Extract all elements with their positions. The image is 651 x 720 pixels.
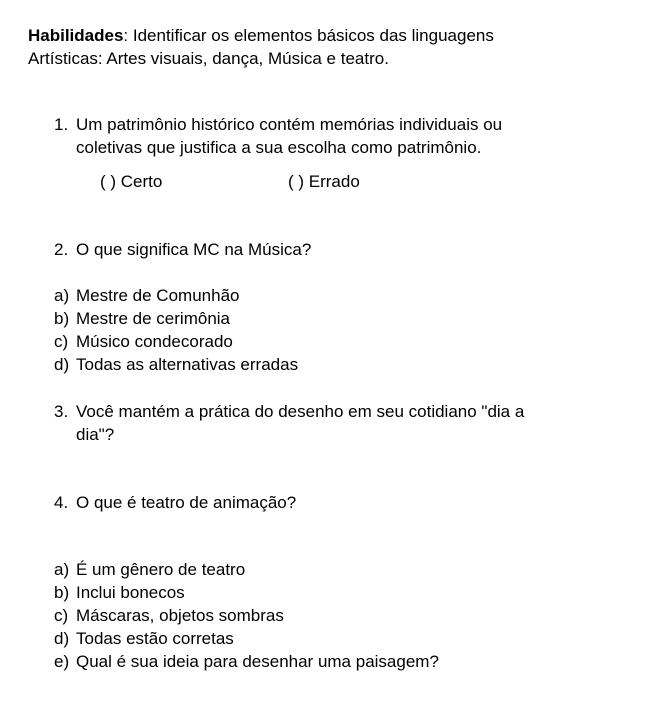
skills-text-line1: : Identificar os elementos básicos das linguagens [123,26,494,45]
option-text: Todas as alternativas erradas [76,355,299,374]
question-number: 3. [54,402,69,421]
question-text-line: coletivas que justifica a sua escolha como patrimônio. [76,138,482,157]
option-letter: e) [54,652,70,671]
skills-text-line2: Artísticas: Artes visuais, dança, Música e teatro. [28,49,389,68]
option-letter: c) [54,606,69,625]
question-number: 2. [54,240,69,259]
question-number: 4. [54,493,69,512]
list-item[interactable] [54,604,284,627]
question-4 [54,491,296,514]
option-text: Qual é sua ideia para desenhar uma paisagem? [76,652,439,671]
question-1 [54,113,502,136]
list-item[interactable] [54,650,439,673]
option-letter: d) [54,355,70,374]
option-letter: b) [54,309,70,328]
list-item[interactable] [54,284,239,307]
option-letter: d) [54,629,70,648]
question-text-line: Um patrimônio histórico contém memórias individuais ou [76,115,503,134]
option-letter: b) [54,583,70,602]
option-text: Mestre de Comunhão [76,286,240,305]
option-text: Todas estão corretas [76,629,234,648]
list-item[interactable] [54,627,234,650]
question-text-line: Você mantém a prática do desenho em seu cotidiano "dia a [76,402,525,421]
question-text-line: O que é teatro de animação? [76,493,297,512]
option-text: Mestre de cerimônia [76,309,231,328]
question-text-line: O que significa MC na Música? [76,240,312,259]
question-number: 1. [54,115,69,134]
option-letter: a) [54,560,70,579]
option-errado[interactable]: ( ) Errado [288,172,360,191]
option-certo[interactable]: ( ) Certo [100,172,163,191]
option-text: Inclui bonecos [76,583,185,602]
question-text-line: dia"? [76,425,115,444]
list-item[interactable] [54,581,185,604]
list-item[interactable] [54,307,230,330]
list-item[interactable] [54,353,298,376]
list-item[interactable] [54,330,233,353]
question-3 [54,400,524,423]
option-letter: c) [54,332,69,351]
option-text: Máscaras, objetos sombras [76,606,284,625]
question-2 [54,238,311,261]
option-text: Músico condecorado [76,332,233,351]
list-item[interactable] [54,558,245,581]
skills-header [28,24,494,47]
option-letter: a) [54,286,70,305]
option-text: É um gênero de teatro [76,560,246,579]
skills-label: Habilidades [28,26,124,45]
